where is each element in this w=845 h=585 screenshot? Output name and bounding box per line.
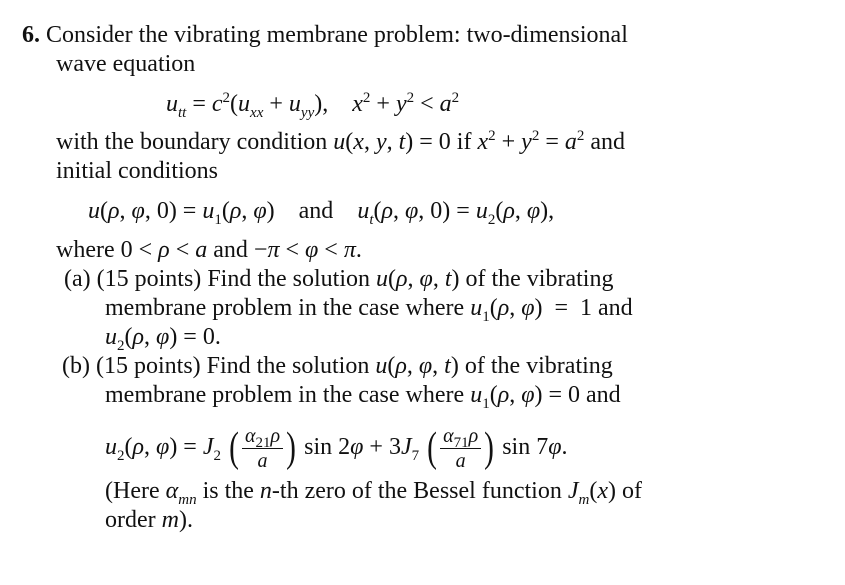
part-a-text3-visual: $u_2(\rho$, φ) = 0. xyxy=(105,324,221,354)
initial-conditions-label: initial conditions xyxy=(56,158,218,184)
wave-equation-visual: $u_{tt} = c^2(u_{xx} + u_{yy})$, $x^2 + y^2 < a^2$ xyxy=(166,90,460,121)
fraction-alpha71: $\frac{\alpha_{71}\rho}{a}$ xyxy=(440,425,481,472)
note-visual-1: (Here $\alpha_{mn}$ is the n-th zero of the Bessel function $J_m(x)$ of xyxy=(105,478,642,508)
part-b-text2-visual: membrane problem in the case where $u_1(\rho$, φ) = 0 and xyxy=(105,382,621,412)
part-b-points: (15 points) xyxy=(95,353,201,379)
wave-equation xyxy=(166,89,459,119)
part-b-line1 xyxy=(62,351,613,381)
part-a-line3 xyxy=(105,322,221,352)
intro-text-1: Consider the vibrating membrane problem: two-dimensional xyxy=(46,22,628,48)
part-a-line2 xyxy=(105,293,633,323)
part-b-equation-visual: $u_2(\rho$, $\varphi) = J_2$ ( $\frac{\alpha_{21}\rho}{a}$ ) $\sin 2\varphi + 3J_7$ ( $\frac{\alpha_{71}\rho}{a}$ ) sin 7φ. xyxy=(105,424,568,472)
part-a-points: (15 points) xyxy=(96,266,202,292)
part-a-line1 xyxy=(64,264,719,294)
part-b-equation xyxy=(105,422,568,472)
bc-visual: with the boundary condition u(x, y, t) = 0 if $x^2 + y^2 = a^2$ and xyxy=(56,128,626,155)
boundary-condition-line xyxy=(56,127,625,157)
part-a-text2-visual: membrane problem in the case where $u_1(\rho$, φ) = 1 and xyxy=(105,295,633,325)
domain-visual: where 0 < ρ < a and −π < φ < π. xyxy=(56,237,362,263)
problem-intro-line1 xyxy=(22,20,719,50)
part-b-text1-visual: Find the solution u(ρ, φ, t) of the vibrating xyxy=(206,353,613,379)
fraction-alpha21: $\frac{\alpha_{21}\rho}{a}$ xyxy=(242,425,283,472)
part-a-text1-visual: Find the solution u(ρ, φ, t) of the vibrating xyxy=(207,266,614,292)
part-b-note-line1 xyxy=(105,476,642,506)
initial-conditions-equation xyxy=(88,196,554,226)
part-b-line2 xyxy=(105,380,621,410)
domain-line xyxy=(56,235,362,265)
problem-number: 6. xyxy=(22,22,40,48)
part-a-label: (a) xyxy=(64,266,91,292)
note-visual-2: order m). xyxy=(105,507,193,533)
ic-visual: u(ρ, φ, $0) = u_1(\rho$, φ) and $u_t(\rho$, φ, $0) = u_2(\rho$, φ), xyxy=(88,198,555,228)
part-b-note-line2 xyxy=(105,505,193,535)
part-b-label: (b) xyxy=(62,353,90,379)
problem-intro-line2: wave equation xyxy=(56,51,196,77)
